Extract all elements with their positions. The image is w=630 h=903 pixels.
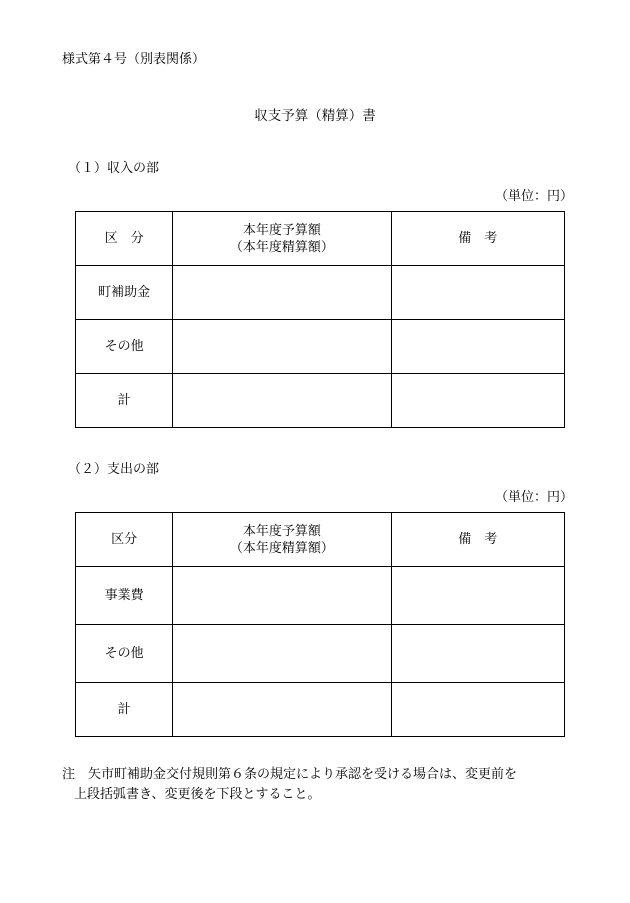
expense-row-amount[interactable] — [173, 625, 391, 683]
income-row-label: 町補助金 — [76, 266, 173, 320]
expense-row-label: 事業費 — [76, 567, 173, 625]
expense-row-amount[interactable] — [173, 683, 391, 737]
expense-row-label: 計 — [76, 683, 173, 737]
expense-section-heading: （２）支出の部 — [68, 462, 160, 477]
income-row-remarks[interactable] — [391, 374, 564, 428]
expense-header-category: 区分 — [76, 513, 173, 567]
expense-row-remarks[interactable] — [391, 567, 564, 625]
table-row — [76, 266, 565, 320]
income-row-label: 計 — [76, 374, 173, 428]
income-unit-label: （単位：円） — [494, 189, 573, 204]
income-header-remarks: 備 考 — [391, 212, 564, 266]
document-title: 収支予算（精算）書 — [254, 108, 376, 124]
footnote-line2: 上段括弧書き、変更後を下段とすること。 — [74, 787, 321, 802]
income-row-amount[interactable] — [173, 320, 391, 374]
footnote — [62, 765, 582, 805]
expense-header-remarks: 備 考 — [391, 513, 564, 567]
expense-row-label: その他 — [76, 625, 173, 683]
income-row-remarks[interactable] — [391, 266, 564, 320]
expense-row-remarks[interactable] — [391, 625, 564, 683]
form-number: 様式第４号（別表関係） — [62, 52, 206, 67]
footnote-line1: 注 矢市町補助金交付規則第６条の規定により承認を受ける場合は、変更前を — [62, 767, 518, 782]
income-row-amount[interactable] — [173, 266, 391, 320]
income-header-amount-line2: （本年度精算額） — [229, 239, 334, 255]
expense-row-amount[interactable] — [173, 567, 391, 625]
income-section-heading: （１）収入の部 — [68, 161, 160, 176]
income-row-amount[interactable] — [173, 374, 391, 428]
expense-header-row — [76, 513, 565, 567]
expense-unit-label: （単位：円） — [494, 490, 573, 505]
table-row — [76, 374, 565, 428]
income-header-amount-line1: 本年度予算額 — [242, 222, 321, 238]
income-table — [75, 211, 565, 428]
income-row-label: その他 — [76, 320, 173, 374]
table-row — [76, 567, 565, 625]
income-header-row — [76, 212, 565, 266]
table-row — [76, 683, 565, 737]
table-row — [76, 320, 565, 374]
income-row-remarks[interactable] — [391, 320, 564, 374]
expense-table — [75, 512, 565, 737]
expense-header-amount-line2: （本年度精算額） — [229, 540, 334, 556]
income-header-amount — [173, 212, 391, 266]
expense-header-amount-line1: 本年度予算額 — [242, 523, 321, 539]
expense-header-amount — [173, 513, 391, 567]
table-row — [76, 625, 565, 683]
income-header-category: 区 分 — [76, 212, 173, 266]
expense-row-remarks[interactable] — [391, 683, 564, 737]
